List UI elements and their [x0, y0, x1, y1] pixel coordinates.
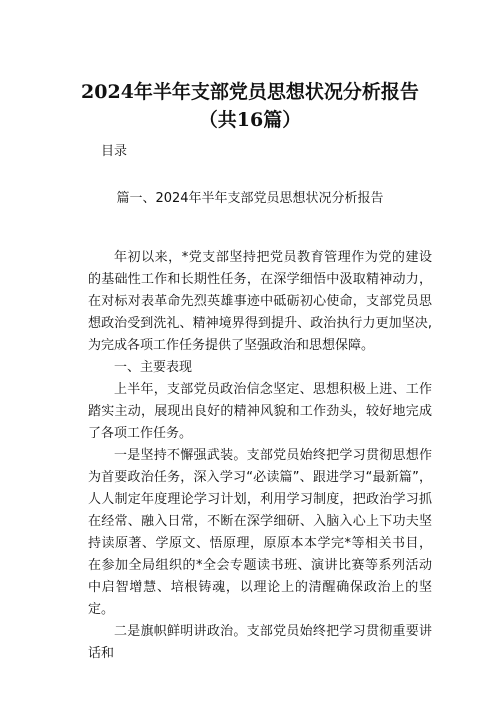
- section-heading: 一、主要表现: [114, 360, 193, 375]
- body-text: [88, 247, 432, 665]
- body-paragraph: 二是旗帜鲜明讲政治。支部党员始终把学习贯彻重要讲话和: [88, 624, 432, 661]
- document-title: 2024年半年支部党员思想状况分析报告（共16篇）: [81, 81, 419, 131]
- body-paragraph: 一是坚持不懈强武装。支部党员始终把学习贯彻思想作为首要政治任务，深入学习“必读篇”、跟进学习“最新篇”，人人制定年度理论学习计划，利用学习制度，把政治学习抓在经常、融入日常，不断在深学细研、入脑入心上下功夫坚持读原著、学原文、悟原理，原原本本学完*等相关书目，在参加全局组织的*全会专题读书班、演讲比赛等系列活动中启智增慧、培根铸魂，以理论上的清醒确保政治上的坚定。: [88, 448, 432, 617]
- toc-label: 目录: [101, 144, 128, 159]
- body-paragraph: 上半年，支部党员政治信念坚定、思想积极上进、工作踏实主动，展现出良好的精神风貌和工作劲头，较好地完成了各项工作任务。: [88, 382, 432, 441]
- section-title: 篇一、2024年半年支部党员思想状况分析报告: [116, 191, 384, 206]
- body-paragraph: 年初以来，*党支部坚持把党员教育管理作为党的建设的基础性工作和长期性任务，在深学细悟中汲取精神动力，在对标对表革命先烈英雄事迹中砥砺初心使命，支部党员思想政治受到洗礼、精神境界得到提升、政治执行力更加坚决,为完成各项工作任务提供了坚强政治和思想保障。: [88, 250, 432, 353]
